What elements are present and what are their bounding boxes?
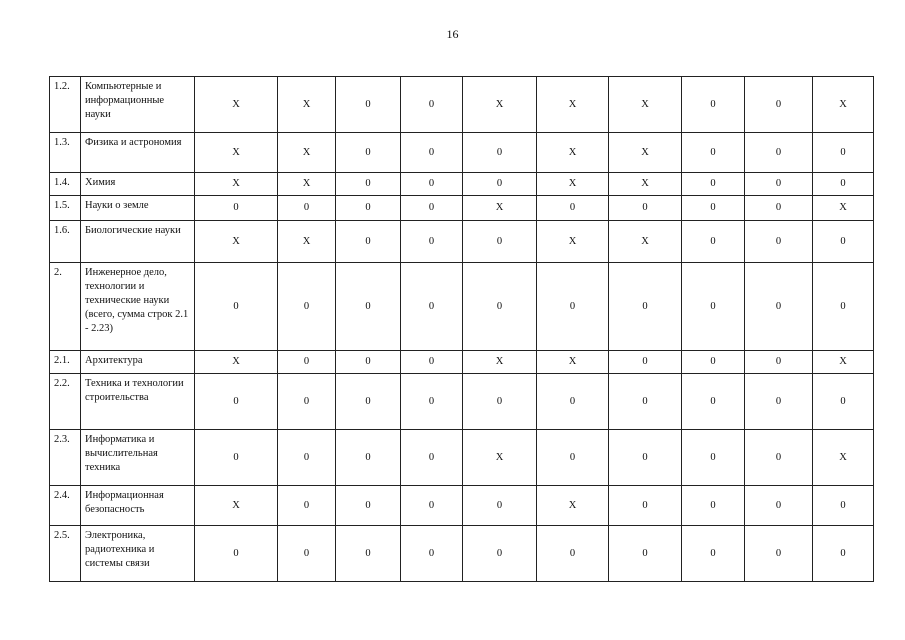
cell-value: 0: [745, 196, 813, 221]
row-number: 1.6.: [50, 221, 81, 263]
cell-value: 0: [336, 196, 401, 221]
row-name: Электроника, радиотехника и системы связи: [81, 526, 195, 582]
row-name: Химия: [81, 173, 195, 196]
cell-value: 0: [336, 351, 401, 374]
cell-value: 0: [745, 263, 813, 351]
row-name: Информатика и вычислительная техника: [81, 430, 195, 486]
cell-value: 0: [813, 173, 874, 196]
cell-value: 0: [278, 374, 336, 430]
cell-value: 0: [401, 430, 463, 486]
cell-value: 0: [463, 133, 537, 173]
row-name: Физика и астрономия: [81, 133, 195, 173]
cell-value: 0: [401, 133, 463, 173]
table-row: [50, 263, 874, 351]
cell-value: 0: [609, 351, 682, 374]
cell-value: X: [609, 173, 682, 196]
cell-value: X: [195, 221, 278, 263]
row-name: Техника и технологии строительства: [81, 374, 195, 430]
row-number: 2.: [50, 263, 81, 351]
cell-value: 0: [745, 133, 813, 173]
cell-value: 0: [278, 263, 336, 351]
cell-value: 0: [195, 430, 278, 486]
cell-value: 0: [278, 196, 336, 221]
cell-value: X: [195, 173, 278, 196]
cell-value: 0: [682, 263, 745, 351]
cell-value: 0: [336, 133, 401, 173]
cell-value: 0: [401, 486, 463, 526]
cell-value: X: [463, 430, 537, 486]
cell-value: 0: [813, 486, 874, 526]
row-name: Биологические науки: [81, 221, 195, 263]
cell-value: 0: [682, 173, 745, 196]
data-table: [49, 76, 874, 582]
cell-value: 0: [745, 526, 813, 582]
row-number: 1.4.: [50, 173, 81, 196]
cell-value: X: [278, 173, 336, 196]
cell-value: 0: [813, 526, 874, 582]
table-row: [50, 77, 874, 133]
table-row: [50, 374, 874, 430]
row-name: Информационная безопасность: [81, 486, 195, 526]
cell-value: 0: [463, 526, 537, 582]
cell-value: 0: [278, 351, 336, 374]
cell-value: 0: [682, 133, 745, 173]
cell-value: 0: [609, 430, 682, 486]
cell-value: X: [537, 351, 609, 374]
cell-value: 0: [609, 486, 682, 526]
cell-value: 0: [463, 374, 537, 430]
cell-value: X: [537, 486, 609, 526]
cell-value: 0: [195, 196, 278, 221]
cell-value: X: [463, 77, 537, 133]
cell-value: 0: [401, 196, 463, 221]
cell-value: 0: [609, 196, 682, 221]
cell-value: 0: [682, 196, 745, 221]
cell-value: 0: [401, 173, 463, 196]
row-number: 2.1.: [50, 351, 81, 374]
table-row: [50, 486, 874, 526]
cell-value: 0: [463, 173, 537, 196]
cell-value: 0: [537, 196, 609, 221]
row-number: 2.4.: [50, 486, 81, 526]
cell-value: 0: [336, 486, 401, 526]
cell-value: X: [609, 77, 682, 133]
cell-value: 0: [278, 430, 336, 486]
cell-value: 0: [336, 430, 401, 486]
cell-value: 0: [745, 486, 813, 526]
cell-value: 0: [537, 374, 609, 430]
cell-value: 0: [463, 486, 537, 526]
cell-value: 0: [682, 430, 745, 486]
cell-value: 0: [745, 77, 813, 133]
table-row: [50, 173, 874, 196]
cell-value: 0: [609, 263, 682, 351]
cell-value: X: [813, 196, 874, 221]
row-name: Компьютерные и информационные науки: [81, 77, 195, 133]
row-number: 2.5.: [50, 526, 81, 582]
cell-value: 0: [813, 133, 874, 173]
cell-value: 0: [195, 374, 278, 430]
cell-value: 0: [537, 430, 609, 486]
cell-value: X: [813, 77, 874, 133]
cell-value: X: [195, 77, 278, 133]
cell-value: 0: [463, 263, 537, 351]
cell-value: 0: [401, 221, 463, 263]
table-row: [50, 526, 874, 582]
cell-value: X: [609, 221, 682, 263]
cell-value: 0: [745, 430, 813, 486]
table-row: [50, 351, 874, 374]
table-row: [50, 133, 874, 173]
cell-value: X: [537, 221, 609, 263]
cell-value: 0: [336, 173, 401, 196]
cell-value: 0: [401, 351, 463, 374]
row-name: Науки о земле: [81, 196, 195, 221]
cell-value: X: [195, 351, 278, 374]
cell-value: 0: [401, 77, 463, 133]
row-number: 2.3.: [50, 430, 81, 486]
cell-value: X: [813, 430, 874, 486]
row-number: 2.2.: [50, 374, 81, 430]
cell-value: 0: [336, 77, 401, 133]
cell-value: 0: [195, 526, 278, 582]
cell-value: 0: [537, 263, 609, 351]
cell-value: X: [195, 486, 278, 526]
cell-value: X: [463, 351, 537, 374]
cell-value: 0: [609, 526, 682, 582]
cell-value: 0: [682, 77, 745, 133]
cell-value: 0: [682, 221, 745, 263]
table-row: [50, 221, 874, 263]
cell-value: 0: [813, 374, 874, 430]
cell-value: 0: [336, 374, 401, 430]
cell-value: 0: [813, 263, 874, 351]
page-number: 16: [446, 27, 459, 41]
cell-value: X: [195, 133, 278, 173]
cell-value: X: [537, 133, 609, 173]
cell-value: 0: [745, 374, 813, 430]
cell-value: X: [463, 196, 537, 221]
cell-value: 0: [401, 263, 463, 351]
cell-value: X: [278, 133, 336, 173]
cell-value: X: [278, 221, 336, 263]
cell-value: 0: [682, 374, 745, 430]
cell-value: 0: [537, 526, 609, 582]
cell-value: 0: [336, 526, 401, 582]
cell-value: X: [537, 77, 609, 133]
cell-value: 0: [609, 374, 682, 430]
row-number: 1.5.: [50, 196, 81, 221]
cell-value: 0: [336, 221, 401, 263]
cell-value: 0: [745, 221, 813, 263]
row-number: 1.2.: [50, 77, 81, 133]
table-row: [50, 430, 874, 486]
cell-value: 0: [745, 351, 813, 374]
row-number: 1.3.: [50, 133, 81, 173]
cell-value: 0: [813, 221, 874, 263]
cell-value: 0: [278, 486, 336, 526]
cell-value: X: [609, 133, 682, 173]
cell-value: X: [537, 173, 609, 196]
cell-value: 0: [278, 526, 336, 582]
row-name: Архитектура: [81, 351, 195, 374]
cell-value: X: [278, 77, 336, 133]
row-name: Инженерное дело, технологии и технические науки (всего, сумма строк 2.1 - 2.23): [81, 263, 195, 351]
cell-value: 0: [682, 486, 745, 526]
cell-value: 0: [682, 526, 745, 582]
cell-value: 0: [401, 374, 463, 430]
cell-value: 0: [682, 351, 745, 374]
cell-value: 0: [195, 263, 278, 351]
cell-value: X: [813, 351, 874, 374]
cell-value: 0: [336, 263, 401, 351]
cell-value: 0: [463, 221, 537, 263]
table-row: [50, 196, 874, 221]
cell-value: 0: [401, 526, 463, 582]
cell-value: 0: [745, 173, 813, 196]
